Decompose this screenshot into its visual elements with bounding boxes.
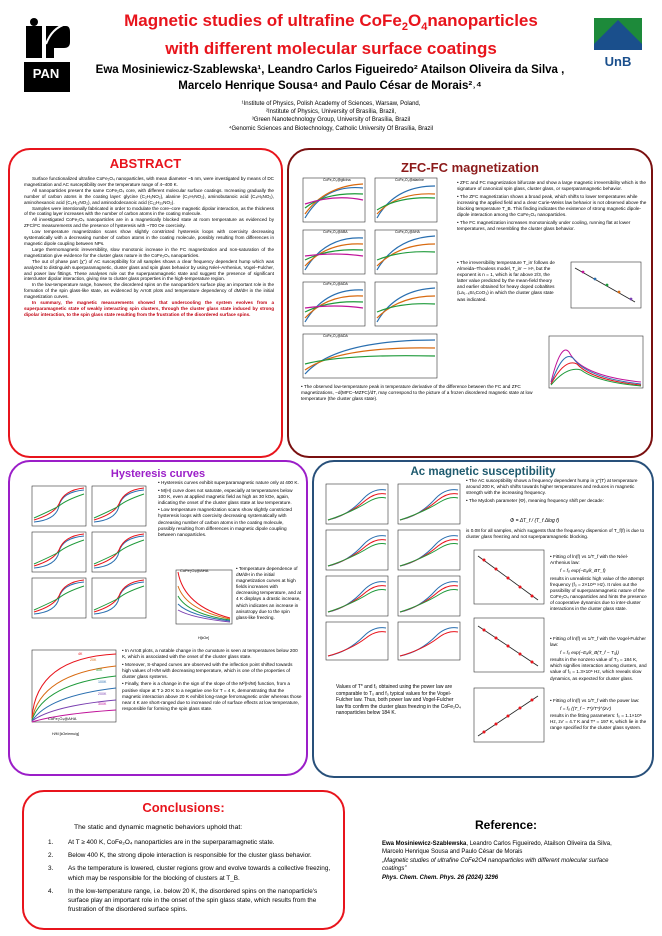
logo-right-text: UnB: [604, 54, 632, 69]
zfc-bullets-top: [457, 180, 647, 233]
dmdh-plot: [166, 566, 236, 636]
zfc-bullet: • The irreversibility temperature T_irr follows de Almeida–Thouless model, T_irr ∼ Hⁿ, but the exponent is n = 1, which is far above 2/3, the latter value predicted by the mean-field theory and earlier obtained for heavy doped cobaltites (La₁₋ₓSrₓCoO₃) in which the cluster glass state was indicated.: [457, 260, 555, 302]
ac-bottom-text: [336, 684, 462, 718]
temp-label: 300K: [98, 702, 107, 706]
ac-fit-neel-result: [550, 576, 648, 614]
ac-panel: [398, 622, 460, 660]
zfc-panel-label: CoFe₂O₄@AHA: [395, 230, 420, 234]
hysteresis-plots: [28, 484, 150, 624]
title-line1-c: nanoparticles: [427, 11, 538, 30]
reference-title: Reference:: [475, 818, 538, 832]
ac-plots: [318, 482, 466, 662]
conclusions-title: Conclusions:: [142, 800, 225, 815]
hyst-panel: [32, 486, 86, 526]
abstract-text: [24, 176, 274, 318]
ac-fit-neel: [550, 554, 648, 575]
hysteresis-box: [8, 460, 308, 776]
zfc-panel-label: CoFe₂O₄@ADA: [323, 282, 348, 286]
ac-panel: [398, 484, 460, 524]
conclusion-text: As the temperature is lowered, cluster regions grow and evolve towards a collective freezing, which may be responsible for the blocking of clusters at T_B.: [68, 865, 331, 882]
ac-panel: [326, 484, 388, 524]
ac-fit-vf: [550, 636, 648, 683]
arrott-label: CoFe₂O₄@AHA: [48, 716, 77, 721]
conclusion-number: 3.: [48, 865, 54, 873]
abstract-paragraph: In the low-temperature range, however, the disordered spins on the nanoparticle's surface play an important role in the formation of the spin glass-like state, as evidenced by Arrott plots and temperature dependency of dM/dH in the initial magnetization curves.: [24, 282, 274, 300]
conclusion-item: [48, 887, 338, 915]
mydosh-result: [466, 528, 648, 542]
derivative-plot: [541, 332, 647, 392]
hyst-bullets-top: [158, 480, 300, 539]
abstract-paragraph: Large thermomagnetic irreversibility, slow monotonic increase in the FC magnetization and non-saturation of the magnetization give evidence for the cluster glass nature in the CoFe₂O₄ nanoparticles.: [24, 246, 274, 258]
zfc-panel-label: CoFe₂O₄@alanine: [395, 178, 424, 182]
hyst-panel: [92, 486, 146, 526]
zfc-fc-plots: [295, 174, 445, 382]
reference-journal: Phys. Chem. Chem. Phys. 26 (2024) 3296: [382, 874, 499, 881]
powerlaw-plot: [466, 686, 546, 748]
temp-label: 100K: [98, 680, 107, 684]
conclusion-text: At T ≥ 400 K, CoFe₂O₄ nanoparticles are in the superparamagnetic state.: [68, 839, 275, 846]
ac-box: [312, 460, 654, 778]
zfc-box: [287, 148, 653, 458]
zfc-panel-label: CoFe₂O₄@ADA: [323, 334, 348, 338]
reference-first-author: Ewa Mosiniewicz-Szablewska: [382, 841, 467, 847]
conclusion-number: 1.: [48, 839, 54, 846]
hyst-bullet: • In Arrott plots, a notable change in the curvature is seen at temperatures below 200 K, which is associated with the onset of the cluster glass state.: [122, 648, 298, 660]
reference-authors: , Leandro Carlos Figueiredo, Atailson Oliveira da Silva, Marcelo Henrique Sousa and Paulo César de Morais: [382, 841, 612, 856]
zfc-bullets-mid: [457, 260, 561, 304]
abstract-title: ABSTRACT: [109, 156, 182, 171]
pl-formula: f = f₀ ((T_f − T*)/T*)^(zν'): [560, 705, 612, 711]
zfc-title: ZFC-FC magnetization: [401, 160, 539, 175]
hyst-panel: [32, 532, 86, 572]
reference-paper-title: „Magnetic studies of ultrafine CoFe2O4 nanoparticles with different molecular surface coatings”: [382, 857, 609, 873]
title-sub1: 2: [401, 21, 408, 33]
authors: [80, 62, 580, 94]
zfc-bullet: • ZFC and FC magnetization bifurcate and show a large magnetic irreversibility which is the signature of canonical spin glass, cluster glass, or superparamagnetic behavior.: [457, 180, 646, 192]
poster-title: [90, 10, 572, 60]
temp-label: 50K: [96, 668, 103, 672]
conclusion-item: [48, 838, 338, 847]
zfc-bullets-bottom: [301, 384, 533, 404]
conclusion-item: [48, 851, 338, 860]
dmdh-xlabel: H[kOe]: [198, 636, 210, 640]
zfc-panel-label: CoFe₂O₄@glicina: [323, 178, 351, 182]
conclusions-intro: The static and dynamic magnetic behaviors uphold that:: [74, 824, 243, 831]
vf-formula: f = f₀ exp(−Eₐ/k_B(T_f − T₀)): [560, 649, 619, 655]
ac-panel: [398, 576, 460, 616]
neel-plot: [466, 548, 546, 610]
zfc-panel-5: [303, 282, 365, 326]
mydosh-formula: Φ = ΔT_f / (T_f Δlog f): [510, 518, 560, 524]
temp-label: 20K: [90, 658, 97, 662]
abstract-paragraph: Samples were intentionally fabricated in order to modulate the core–core magnetic dipolar interaction, as the thickness of the coating layer increases with the number of carbon atoms in the coating molecule.: [24, 205, 274, 217]
conclusion-number: 4.: [48, 887, 54, 895]
affiliation-1: ¹Institute of Physics, Polish Academy of Sciences, Warsaw, Poland,: [241, 101, 421, 107]
ac-bullet: • The AC susceptibility shows a frequency dependent hump in χ''(T) at temperature around 200 K, which shifts towards higher temperatures and reduces in magnetic strength with the increasing frequency.: [466, 478, 638, 496]
abstract-paragraph: The out of phase part (χ'') of AC susceptibility for all samples shows a clear frequency dependent hump which was analyzed to distinguish superparamagnetic, cluster glass and spin glass behavior by using Néel–Arrhenius, Vogel–Fulcher, and power law fittings. These analyses rule out the superparamagnetic state and suggest the presence of significant intercluster dipolar interaction, giving rise to cluster glass properties in the high-temperature region.: [24, 258, 274, 282]
ac-bullet: • The Mydosh parameter (Φ), meaning frequency shift per decade:: [466, 497, 604, 503]
neel-formula: f = f₀ exp(−Eₐ/k_BT_f): [560, 567, 606, 573]
zfc-bullet: • The observed low-temperature peak in temperature derivative of the difference between the FC and ZFC magnetizations, −d(MFC–MZFC)/dT, may correspond to the picture of a frozen disordered magnetic state at low temperature (the cluster glass state).: [301, 384, 533, 402]
vf-plot: [466, 616, 546, 678]
conclusion-number: 2.: [48, 852, 54, 860]
title-line1-a: Magnetic studies of ultrafine CoFe: [124, 11, 402, 30]
affiliations: [120, 100, 542, 133]
abstract-box: [8, 148, 283, 458]
hyst-bullet: • Hysteresis curves exhibit superparamagnetic nature only at 400 K.: [158, 480, 299, 485]
zfc-panel-1: [303, 178, 365, 222]
zfc-panel-label: CoFe₂O₄@ABA: [323, 230, 348, 234]
hyst-panel: [32, 578, 86, 618]
mydosh-result-text: is 0.08 for all samples, which suggests that the frequency dispersion of T_f(f) is due to cluster glass freezing and not superparamagnetic blocking.: [466, 528, 645, 540]
title-line1-b: O: [407, 11, 422, 30]
hyst-bullets-bottom: [122, 648, 302, 713]
zfc-panel-3: [303, 230, 365, 274]
conclusion-text: Below 400 K, the strong dipole interaction is responsible for the cluster glass behavior.: [68, 852, 312, 860]
ac-panel: [326, 622, 388, 660]
title-sub2: 4: [421, 21, 428, 33]
ac-bullet: • Fitting of ln(f) vs 1/T_f with the power law:: [550, 698, 640, 703]
hyst-bullet-mid: [236, 566, 302, 622]
temp-label: 200K: [98, 692, 107, 696]
affiliation-2: ²Institute of Physics, University of Brasília, Brazil,: [265, 109, 397, 116]
title-line2: with different molecular surface coatings: [165, 39, 497, 58]
conclusion-text: In the low-temperature range, i.e. below 20 K, the disordered spins on the nanoparticle's surface play an important role in the onset of the spin glass state, which results from the frustration of the disordered surface spins.: [68, 887, 318, 914]
ac-bullet: results in the nonzero value of T₀ = 184 K, which signifies interaction among clusters, and value of f₀ = 1.3×10⁶ Hz, which reveals slow dynamics, as expected for cluster glass.: [550, 657, 647, 681]
conclusions-box: [22, 790, 345, 930]
reference-text: [382, 840, 618, 882]
ac-fit-pl: [550, 698, 648, 733]
ac-bullet: results in unrealistic high value of the attempt frequency (f₀ = 2×10¹⁵ Hz). It rules out the possibility of superparamagnetic nature of the CoFe₂O₄ nanoparticles and hints the presence of cooperative dynamics due to inter-cluster interactions in the cluster glass state.: [550, 576, 647, 612]
conclusion-item: [48, 864, 338, 882]
arrott-xlabel: H/M [kOe/emu/g]: [52, 732, 80, 736]
hyst-bullet: • Finally, there is a change in the sign of the slope of the M²(H/M) function, from a positive slope at T ≥ 20 K to a negative one for T = 4 K, demonstrating that the magnetic interaction above 20 K exhibit long-range ferromagnetic order whereas those near 4 K are short-ranged due to increased role of surface effects at low temperature, responsible for forming the spin glass state.: [122, 681, 302, 711]
abstract-summary: In summary, the magnetic measurements showed that undercooling the system evolves from a superparamagnetic state of weakly interacting spin clusters, through the cluster glass state induced by strong dipolar interaction, to the spin glass state resulting from the frustration of the disordered surface spins.: [24, 300, 274, 317]
ac-panel: [326, 576, 388, 616]
authors-line2: Marcelo Henrique Sousa⁴ and Paulo César de Morais²˒⁴: [178, 80, 482, 92]
zfc-panel-6: [375, 282, 437, 326]
hysteresis-title: Hysteresis curves: [110, 468, 206, 480]
affiliation-4: ⁴Genomic Sciences and Biotechnology, Catholic University Of Brasília, Brazil: [228, 125, 434, 132]
ac-bullet: • Fitting of ln(f) vs 1/T_f with the Néel-Arrhenius law:: [550, 554, 629, 566]
temp-label: 4K: [78, 652, 83, 656]
hyst-panel: [92, 532, 146, 572]
authors-line1: Ewa Mosiniewicz-Szablewska¹, Leandro Carlos Figueiredo² Atailson Oliveira da Silva ,: [95, 64, 565, 76]
abstract-paragraph: Low temperature magnetization scans show slightly constricted hysteresis loops with coercivity decreasing systematically with a decreasing number of carbon atoms in the coating molecule, possibly resulting from differences in magnetic dipole coupling between NPs.: [24, 229, 274, 246]
logo-left-text: PAN: [32, 66, 60, 81]
ac-panel: [326, 530, 388, 570]
ac-bullets-top: [466, 478, 648, 505]
tirr-plot: [565, 258, 645, 314]
zfc-panel-4: [375, 230, 437, 274]
abstract-paragraph: All nanoparticles present the same CoFe₂O₄ core, with different molecular surface coatings. Increasing gradually the number of carbon atoms in the coating layer: glycine (C₂H₅NO₂), alanine (C₃H₇NO₂), aminobutanoic acid (C₄H₉NO₂), aminohexanoic acid (C₆H₁₃NO₂), and aminododecanoic acid (C₁₂H₂₅NO₂).: [24, 187, 274, 205]
conclusions-list: [48, 838, 338, 918]
hyst-bullet: • Temperature dependence of dM/dH in the initial magnetization curves at high fields increases with decreasing temperature, and at 4 K displays a drastic increase, which indicates an increase in anisotropy due to the spin glass-like freezing.: [236, 566, 302, 620]
zfc-panel-7: [303, 334, 437, 378]
abstract-paragraph: Surface functionalized ultrafine CoFe₂O₄ nanoparticles, with mean diameter ~5 nm, were investigated by means of DC magnetization and AC susceptibility over the temperature range of 4–400 K.: [24, 176, 274, 187]
hyst-bullet: • Low temperature magnetization scans show slightly constricted hysteresis loops with coercivity decreasing systematically with decreasing number of carbon atoms in the coating molecule, possibly resulting from differences in magnetic dipole coupling between nanoparticles.: [158, 507, 292, 537]
ac-panel: [398, 530, 460, 570]
hyst-panel: [92, 578, 146, 618]
hyst-bullet: • Moreover, S-shaped curves are observed with the inflection point shifted towards high values of H/M with decreasing temperature, which is one of the properties of cluster glass systems.: [122, 661, 293, 679]
ac-bullet: results in the fitting parameters: f₀ = 1.1×10⁶ Hz, zν' = 4.7 K and T* = 197 K, which lie in the range specified for the cluster glass system.: [550, 713, 647, 731]
abstract-paragraph: All investigated CoFe₂O₄ nanoparticles are in a magnetically blocked state at room temperature as evidenced by ZFC/FC measurements and the presence of hysteresis with ~700 Oe coercivity.: [24, 217, 274, 229]
ac-bullet: • Fitting of ln(f) vs 1/T_f with the Vogel-Fulcher law:: [550, 636, 646, 648]
zfc-panel-2: [375, 178, 437, 222]
ac-title: Ac magnetic susceptibility: [410, 466, 556, 478]
affiliation-3: ³Green Nanotechnology Group, University of Brasília, Brazil: [251, 117, 411, 124]
zfc-bullet: • The ZFC magnetization shows a broad peak, which shifts to lower temperatures while increasing the applied field and a clear Curie-Weiss law behavior is not observed above the blocking temperature T_B. This finding indicates the existence of strong magnetic dipole-dipole interaction among the CoFe₂O₄ nanoparticles.: [457, 193, 647, 217]
ac-bottom-paragraph: Values of T* and f₀ obtained using the power law are comparable to T₀ and f₀ typical values for the Vogel-Fulcher law. Thus, both power law and Vogel-Fulcher law fits confirm the cluster glass freezing in the CoFe₂O₄ nanoparticles below 184 K.: [336, 684, 461, 717]
ifpan-logo: [20, 18, 72, 96]
zfc-bullet: • The FC magnetization increases monotonically under cooling, running flat at lower temperatures, and resembling the cluster glass behavior.: [457, 219, 631, 231]
hyst-bullet: • M(H) curve does not saturate, especially at temperatures below 100 K, even at applied magnetic field as high as 30 kOe, again, indicating the onset of the cluster glass state at low temperature.: [158, 487, 293, 505]
dmdh-label: CoFe₂O₄@AHA: [180, 568, 209, 573]
